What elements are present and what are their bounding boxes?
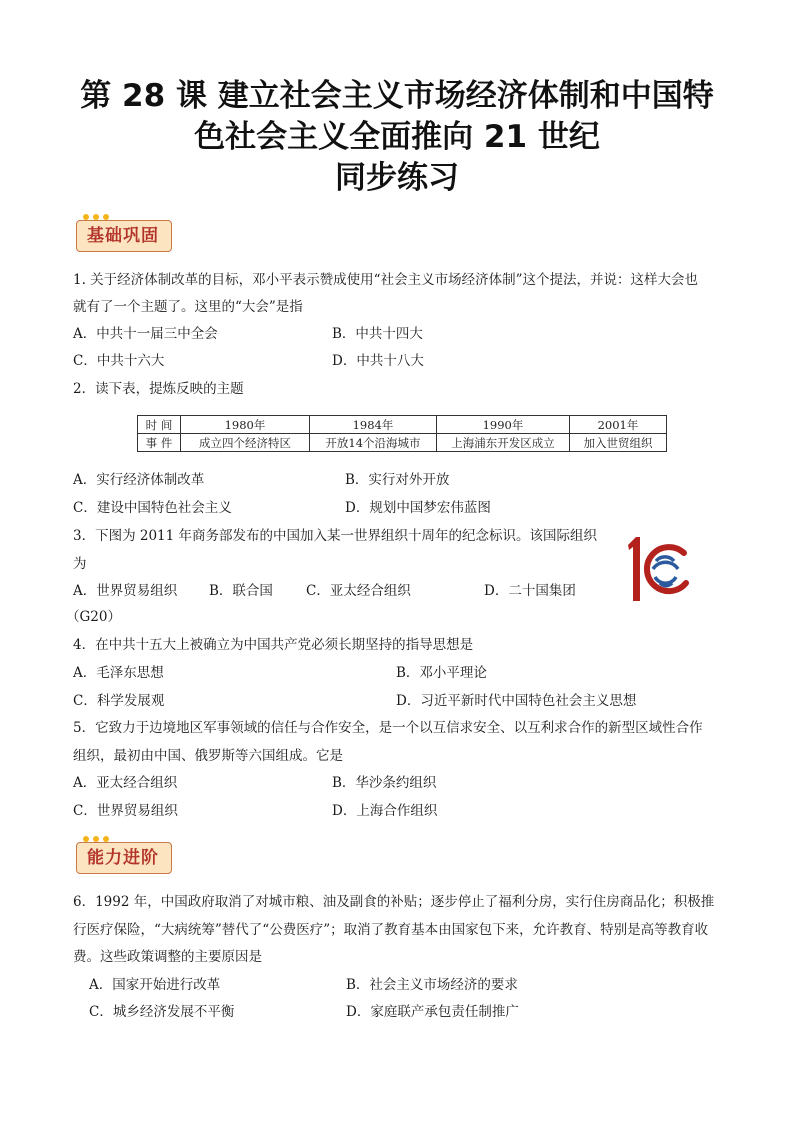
q5-stem-line2: 组织，最初由中国、俄罗斯等六国组成。它是 <box>73 748 343 764</box>
q2-option-d: D．规划中国梦宏伟蓝图 <box>345 500 491 516</box>
table-cell: 上海浦东开发区成立 <box>437 434 570 452</box>
table-row <box>138 416 667 434</box>
q3-option-d: D．二十国集团 <box>484 583 576 599</box>
table-cell: 1990年 <box>437 416 570 434</box>
q3-option-b: B．联合国 <box>209 583 273 599</box>
page-title-line1: 第 28 课 建立社会主义市场经济体制和中国特 <box>80 78 714 114</box>
q3-option-a: A．世界贸易组织 <box>73 583 178 599</box>
table-cell: 开放14个沿海城市 <box>310 434 437 452</box>
q3-stem-line1: 3．下图为 2011 年商务部发布的中国加入某一世界组织十周年的纪念标识。该国际组织 <box>73 528 598 544</box>
table-cell: 加入世贸组织 <box>570 434 667 452</box>
q4-stem: 4．在中共十五大上被确立为中国共产党必须长期坚持的指导思想是 <box>73 637 474 653</box>
q3-option-d-cont: （G20） <box>66 609 121 625</box>
q2-option-c: C．建设中国特色社会主义 <box>73 500 232 516</box>
q4-option-c: C．科学发展观 <box>73 693 165 709</box>
q5-option-c: C．世界贸易组织 <box>73 803 178 819</box>
page-subtitle: 同步练习 <box>335 160 459 196</box>
q1-option-d: D．中共十八大 <box>332 353 424 369</box>
q1-option-b: B．中共十四大 <box>332 326 423 342</box>
section-badge-label: 基础巩固 <box>87 226 159 246</box>
section-badge-label: 能力进阶 <box>87 848 159 868</box>
q3-option-c: C．亚太经合组织 <box>306 583 411 599</box>
table-cell: 事 件 <box>138 434 181 452</box>
section-badge-advanced <box>76 842 172 874</box>
q1-stem-line1: 1. 关于经济体制改革的目标，邓小平表示赞成使用“社会主义市场经济体制”这个提法，并说：这样大会也 <box>73 272 698 288</box>
q6-option-d: D．家庭联产承包责任制推广 <box>346 1004 519 1020</box>
table-cell: 成立四个经济特区 <box>181 434 310 452</box>
wto-anniversary-logo <box>622 531 700 605</box>
q6-option-a: A．国家开始进行改革 <box>89 977 221 993</box>
table-row <box>138 434 667 452</box>
q1-option-c: C．中共十六大 <box>73 353 165 369</box>
q5-stem-line1: 5．它致力于边境地区军事领域的信任与合作安全，是一个以互信求安全、以互利求合作的新型区域性合作 <box>73 720 703 736</box>
q4-option-a: A．毛泽东思想 <box>73 665 164 681</box>
q2-option-b: B．实行对外开放 <box>345 472 450 488</box>
table-cell: 时 间 <box>138 416 181 434</box>
q5-option-a: A．亚太经合组织 <box>73 775 178 791</box>
q1-option-a: A．中共十一届三中全会 <box>73 326 218 342</box>
q1-stem-line2: 就有了一个主题了。这里的“大会”是指 <box>73 299 303 315</box>
q6-stem-line3: 费。这些政策调整的主要原因是 <box>73 949 262 965</box>
section-badge-basic <box>76 220 172 252</box>
table-cell: 2001年 <box>570 416 667 434</box>
q6-stem-line1: 6．1992 年，中国政府取消了对城市粮、油及副食的补贴；逐步停止了福利分房，实行住房商品化；积极推 <box>73 894 715 910</box>
q5-option-d: D．上海合作组织 <box>332 803 438 819</box>
page-title-line2: 色社会主义全面推向 21 世纪 <box>194 119 600 155</box>
q4-option-d: D．习近平新时代中国特色社会主义思想 <box>396 693 637 709</box>
q2-stem: 2．读下表，提炼反映的主题 <box>73 381 244 397</box>
q3-stem-line2: 为 <box>73 556 87 572</box>
q6-option-b: B．社会主义市场经济的要求 <box>346 977 518 993</box>
q6-option-c: C．城乡经济发展不平衡 <box>89 1004 235 1020</box>
q5-option-b: B．华沙条约组织 <box>332 775 437 791</box>
three-dots-icon <box>83 214 109 220</box>
q6-stem-line2: 行医疗保险，“大病统筹”替代了“公费医疗”；取消了教育基本由国家包下来，允许教育、特别是高等教育收 <box>73 922 709 938</box>
three-dots-icon <box>83 836 109 842</box>
events-table <box>137 415 667 452</box>
table-cell: 1984年 <box>310 416 437 434</box>
q2-option-a: A．实行经济体制改革 <box>73 472 205 488</box>
table-cell: 1980年 <box>181 416 310 434</box>
q4-option-b: B．邓小平理论 <box>396 665 487 681</box>
